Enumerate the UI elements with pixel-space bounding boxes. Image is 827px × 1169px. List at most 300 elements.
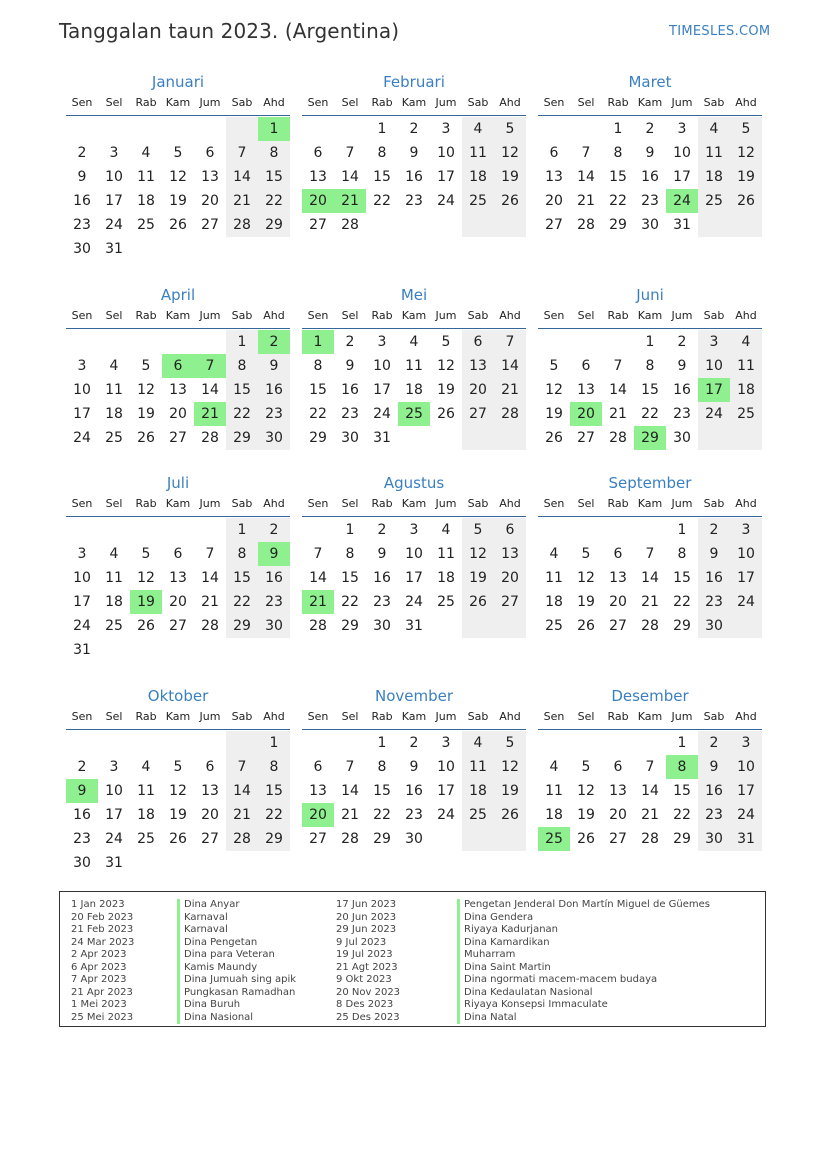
day-cell: 18 (545, 594, 563, 610)
day-cell: 22 (258, 189, 290, 213)
day-cell: 16 (373, 570, 391, 586)
weekday-header: Sab (703, 96, 725, 109)
day-cell: 21 (302, 590, 334, 614)
day-cell: 25 (462, 189, 494, 213)
weekday-header: Sen (71, 497, 93, 510)
day-grid (66, 116, 290, 261)
weekday-header: Sel (341, 710, 359, 723)
holiday-date: 21 Apr 2023 (71, 986, 133, 998)
day-cell: 11 (137, 783, 155, 799)
empty-cell (634, 518, 666, 542)
day-cell: 23 (73, 831, 91, 847)
day-cell: 30 (698, 614, 730, 638)
empty-cell (570, 330, 602, 354)
weekday-header: Sel (341, 96, 359, 109)
day-cell: 31 (73, 642, 91, 658)
empty-cell (194, 518, 226, 542)
weekday-header: Sab (467, 96, 489, 109)
empty-cell (66, 330, 98, 354)
day-cell: 4 (109, 546, 119, 562)
holiday-names-col-2 (464, 899, 710, 1024)
day-cell: 5 (494, 731, 526, 755)
empty-cell (602, 518, 634, 542)
day-cell: 13 (309, 169, 327, 185)
day-cell: 6 (205, 145, 215, 161)
holiday-date: 6 Apr 2023 (71, 961, 127, 973)
day-cell: 25 (730, 402, 762, 426)
weekday-header: Sab (231, 710, 253, 723)
day-cell: 21 (641, 594, 659, 610)
weekday-header: Jum (671, 497, 693, 510)
empty-cell (194, 851, 226, 875)
day-cell: 15 (373, 783, 391, 799)
day-cell: 24 (105, 217, 123, 233)
day-cell: 8 (258, 755, 290, 779)
day-cell: 6 (173, 546, 183, 562)
day-cell: 5 (581, 546, 591, 562)
day-cell: 25 (698, 189, 730, 213)
day-cell: 20 (169, 594, 187, 610)
day-cell: 7 (194, 354, 226, 378)
weekday-header: Ahd (263, 309, 285, 322)
month-name: Januari (151, 73, 205, 91)
weekday-header: Sel (577, 497, 595, 510)
day-cell: 17 (730, 779, 762, 803)
weekday-header-row (66, 306, 290, 329)
day-cell: 28 (201, 430, 219, 446)
weekday-header: Sab (231, 497, 253, 510)
empty-cell (194, 731, 226, 755)
day-cell: 25 (398, 402, 430, 426)
day-cell: 21 (577, 193, 595, 209)
holiday-date: 20 Feb 2023 (71, 911, 134, 923)
holiday-date: 25 Des 2023 (336, 1011, 400, 1023)
weekday-header: Sen (307, 96, 329, 109)
day-cell: 17 (105, 807, 123, 823)
day-cell: 1 (613, 121, 623, 137)
day-cell: 18 (462, 779, 494, 803)
day-cell: 27 (309, 217, 327, 233)
empty-cell (538, 731, 570, 755)
day-cell: 6 (613, 546, 623, 562)
day-cell: 15 (258, 779, 290, 803)
day-cell: 14 (494, 354, 526, 378)
empty-cell (98, 518, 130, 542)
day-cell: 22 (373, 193, 391, 209)
empty-cell (162, 518, 194, 542)
day-cell: 6 (581, 358, 591, 374)
day-cell: 2 (377, 522, 387, 538)
empty-cell (258, 851, 290, 875)
day-cell: 13 (201, 783, 219, 799)
day-cell: 12 (577, 570, 595, 586)
day-cell: 2 (77, 759, 87, 775)
day-cell: 26 (730, 189, 762, 213)
weekday-header: Sel (105, 309, 123, 322)
empty-cell (130, 731, 162, 755)
empty-cell (130, 117, 162, 141)
brand-link[interactable]: TIMESLES.COM (669, 24, 771, 39)
day-cell: 19 (130, 590, 162, 614)
month-name: April (160, 286, 196, 304)
weekday-header: Sel (105, 96, 123, 109)
day-cell: 1 (226, 330, 258, 354)
day-cell: 22 (373, 807, 391, 823)
day-cell: 10 (405, 546, 423, 562)
day-cell: 31 (105, 241, 123, 257)
day-cell: 4 (549, 759, 559, 775)
day-cell: 8 (666, 755, 698, 779)
day-cell: 16 (73, 807, 91, 823)
empty-cell (302, 731, 334, 755)
day-cell: 23 (698, 803, 730, 827)
weekday-header: Ahd (499, 497, 521, 510)
day-cell: 1 (677, 735, 687, 751)
empty-cell (66, 518, 98, 542)
empty-cell (494, 426, 526, 450)
day-cell: 26 (137, 618, 155, 634)
day-cell: 5 (494, 117, 526, 141)
month-name: Maret (628, 73, 672, 91)
weekday-header: Rab (607, 96, 629, 109)
day-cell: 30 (73, 241, 91, 257)
day-cell: 25 (105, 618, 123, 634)
day-cell: 30 (698, 827, 730, 851)
holiday-name: Dina Nasional (184, 1011, 254, 1023)
day-cell: 8 (613, 145, 623, 161)
day-cell: 27 (169, 430, 187, 446)
empty-cell (334, 731, 366, 755)
weekday-header-row (538, 707, 762, 730)
day-cell: 1 (226, 518, 258, 542)
day-cell: 19 (462, 566, 494, 590)
empty-cell (130, 237, 162, 261)
day-cell: 18 (105, 594, 123, 610)
day-cell: 16 (73, 193, 91, 209)
day-cell: 16 (258, 378, 290, 402)
day-cell: 28 (341, 831, 359, 847)
day-cell: 15 (341, 570, 359, 586)
weekday-header-row (302, 93, 526, 116)
empty-cell (430, 426, 462, 450)
empty-cell (258, 638, 290, 662)
weekday-header-row (302, 494, 526, 517)
day-grid (66, 517, 290, 662)
weekday-header-row (66, 494, 290, 517)
day-cell: 12 (462, 542, 494, 566)
day-cell: 15 (309, 382, 327, 398)
empty-cell (162, 117, 194, 141)
weekday-header: Jum (671, 710, 693, 723)
day-cell: 5 (173, 145, 183, 161)
holiday-name: Riyaya Konsepsi Immaculate (464, 999, 608, 1010)
day-cell: 7 (645, 759, 655, 775)
day-cell: 4 (109, 358, 119, 374)
day-cell: 14 (609, 382, 627, 398)
day-cell: 20 (494, 566, 526, 590)
day-cell: 26 (494, 189, 526, 213)
day-cell: 8 (345, 546, 355, 562)
day-cell: 26 (545, 430, 563, 446)
day-cell: 6 (313, 145, 323, 161)
empty-cell (570, 731, 602, 755)
day-cell: 28 (309, 618, 327, 634)
day-cell: 9 (698, 755, 730, 779)
day-cell: 30 (258, 426, 290, 450)
day-cell: 3 (109, 759, 119, 775)
day-cell: 15 (258, 165, 290, 189)
weekday-header: Ahd (499, 96, 521, 109)
day-cell: 17 (698, 378, 730, 402)
day-cell: 10 (105, 169, 123, 185)
month-desember (538, 685, 762, 851)
month-name: Oktober (147, 687, 209, 705)
empty-cell (538, 117, 570, 141)
day-cell: 12 (137, 382, 155, 398)
day-cell: 27 (169, 618, 187, 634)
day-cell: 17 (437, 783, 455, 799)
empty-cell (462, 827, 494, 851)
empty-cell (162, 237, 194, 261)
weekday-header: Jum (199, 710, 221, 723)
weekday-header-row (538, 306, 762, 329)
day-cell: 22 (226, 402, 258, 426)
day-cell: 20 (302, 803, 334, 827)
empty-cell (130, 518, 162, 542)
day-cell: 26 (437, 406, 455, 422)
day-cell: 21 (226, 803, 258, 827)
day-grid (302, 329, 526, 450)
holiday-date: 17 Jun 2023 (336, 899, 397, 910)
day-cell: 21 (494, 378, 526, 402)
day-cell: 14 (201, 382, 219, 398)
day-cell: 8 (258, 141, 290, 165)
day-grid (538, 730, 762, 851)
month-name: Juni (636, 286, 664, 304)
day-cell: 21 (201, 594, 219, 610)
day-cell: 10 (673, 145, 691, 161)
empty-cell (730, 426, 762, 450)
day-cell: 29 (341, 618, 359, 634)
weekday-header: Jum (671, 309, 693, 322)
day-cell: 14 (226, 165, 258, 189)
day-cell: 19 (730, 165, 762, 189)
day-cell: 26 (577, 618, 595, 634)
day-cell: 20 (545, 193, 563, 209)
day-cell: 6 (549, 145, 559, 161)
empty-cell (226, 237, 258, 261)
day-cell: 12 (137, 570, 155, 586)
weekday-header: Sab (231, 309, 253, 322)
empty-cell (162, 330, 194, 354)
day-cell: 25 (437, 594, 455, 610)
day-cell: 20 (570, 402, 602, 426)
empty-cell (494, 614, 526, 638)
day-cell: 28 (226, 213, 258, 237)
day-cell: 5 (730, 117, 762, 141)
day-cell: 12 (437, 358, 455, 374)
holiday-name: Dina ngormati macem-macem budaya (464, 974, 658, 985)
empty-cell (162, 638, 194, 662)
weekday-header: Rab (371, 309, 393, 322)
day-cell: 3 (77, 358, 87, 374)
empty-cell (730, 614, 762, 638)
holiday-name: Muharram (464, 949, 516, 960)
weekday-header: Rab (135, 309, 157, 322)
day-cell: 3 (730, 731, 762, 755)
day-cell: 11 (437, 546, 455, 562)
empty-cell (398, 426, 430, 450)
day-cell: 24 (666, 189, 698, 213)
empty-cell (194, 638, 226, 662)
empty-cell (130, 851, 162, 875)
empty-cell (226, 638, 258, 662)
day-cell: 19 (494, 165, 526, 189)
weekday-header: Sab (467, 309, 489, 322)
weekday-header-row (66, 93, 290, 116)
empty-cell (162, 851, 194, 875)
day-cell: 9 (698, 542, 730, 566)
weekday-header: Sen (307, 497, 329, 510)
day-cell: 18 (462, 165, 494, 189)
empty-cell (130, 638, 162, 662)
day-cell: 12 (577, 783, 595, 799)
day-cell: 21 (194, 402, 226, 426)
day-cell: 15 (609, 169, 627, 185)
weekday-header: Kam (401, 309, 427, 322)
empty-cell (462, 614, 494, 638)
day-cell: 28 (226, 827, 258, 851)
day-cell: 4 (141, 145, 151, 161)
month-name: Mei (400, 286, 428, 304)
day-cell: 15 (641, 382, 659, 398)
weekday-header: Jum (199, 497, 221, 510)
day-cell: 6 (613, 759, 623, 775)
day-cell: 23 (641, 193, 659, 209)
weekday-header-row (302, 306, 526, 329)
day-cell: 7 (613, 358, 623, 374)
holiday-name: Pengetan Jenderal Don Martín Miguel de Güemes (464, 899, 711, 910)
page-title: Tanggalan taun 2023. (Argentina) (59, 19, 400, 43)
weekday-header: Ahd (263, 497, 285, 510)
day-cell: 1 (258, 731, 290, 755)
day-cell: 7 (226, 755, 258, 779)
weekday-header: Sab (703, 497, 725, 510)
day-cell: 29 (258, 827, 290, 851)
day-cell: 30 (258, 614, 290, 638)
day-cell: 24 (698, 402, 730, 426)
day-cell: 17 (105, 193, 123, 209)
day-cell: 12 (494, 141, 526, 165)
day-cell: 30 (641, 217, 659, 233)
empty-cell (98, 330, 130, 354)
day-cell: 8 (226, 542, 258, 566)
weekday-header: Kam (401, 96, 427, 109)
empty-cell (226, 117, 258, 141)
day-cell: 24 (105, 831, 123, 847)
day-cell: 10 (105, 783, 123, 799)
day-cell: 17 (73, 594, 91, 610)
day-cell: 9 (409, 759, 419, 775)
empty-cell (98, 638, 130, 662)
day-cell: 11 (698, 141, 730, 165)
weekday-header: Rab (607, 710, 629, 723)
month-november (302, 685, 526, 851)
weekday-header: Kam (637, 497, 663, 510)
day-cell: 10 (437, 145, 455, 161)
holiday-name: Dina Buruh (184, 999, 241, 1010)
day-grid (302, 116, 526, 237)
day-cell: 16 (405, 169, 423, 185)
empty-cell (258, 237, 290, 261)
weekday-header: Rab (135, 710, 157, 723)
month-juni (538, 284, 762, 450)
month-name: Juli (166, 474, 190, 492)
day-cell: 28 (609, 430, 627, 446)
day-cell: 5 (462, 518, 494, 542)
day-cell: 2 (77, 145, 87, 161)
weekday-header: Sen (543, 309, 565, 322)
day-cell: 4 (730, 330, 762, 354)
day-cell: 18 (405, 382, 423, 398)
holiday-date: 24 Mar 2023 (71, 936, 135, 948)
holiday-date: 21 Agt 2023 (336, 961, 398, 973)
day-cell: 22 (673, 594, 691, 610)
day-cell: 31 (105, 855, 123, 871)
day-cell: 14 (341, 783, 359, 799)
day-cell: 9 (645, 145, 655, 161)
day-cell: 30 (73, 855, 91, 871)
day-cell: 30 (405, 831, 423, 847)
weekday-header: Kam (165, 710, 191, 723)
day-cell: 29 (673, 831, 691, 847)
weekday-header: Jum (435, 497, 457, 510)
day-cell: 7 (581, 145, 591, 161)
day-cell: 7 (345, 145, 355, 161)
empty-cell (98, 117, 130, 141)
day-cell: 8 (313, 358, 323, 374)
day-cell: 4 (462, 117, 494, 141)
weekday-header: Sab (467, 710, 489, 723)
day-cell: 18 (545, 807, 563, 823)
day-cell: 22 (341, 594, 359, 610)
weekday-header: Kam (165, 96, 191, 109)
day-cell: 25 (105, 430, 123, 446)
day-cell: 14 (341, 169, 359, 185)
day-cell: 24 (437, 193, 455, 209)
empty-cell (334, 117, 366, 141)
day-cell: 10 (373, 358, 391, 374)
day-cell: 17 (373, 382, 391, 398)
day-grid (66, 730, 290, 875)
day-cell: 8 (677, 546, 687, 562)
day-cell: 20 (462, 378, 494, 402)
weekday-header: Kam (637, 710, 663, 723)
weekday-header: Rab (607, 497, 629, 510)
day-cell: 13 (609, 570, 627, 586)
weekday-header: Sen (71, 96, 93, 109)
empty-cell (494, 213, 526, 237)
holiday-marker-bar-2 (457, 899, 460, 1024)
holiday-date: 7 Apr 2023 (71, 974, 127, 985)
day-cell: 2 (409, 121, 419, 137)
day-cell: 29 (373, 831, 391, 847)
weekday-header: Sel (577, 309, 595, 322)
empty-cell (366, 213, 398, 237)
day-cell: 3 (698, 330, 730, 354)
day-cell: 14 (226, 779, 258, 803)
weekday-header: Sel (105, 710, 123, 723)
